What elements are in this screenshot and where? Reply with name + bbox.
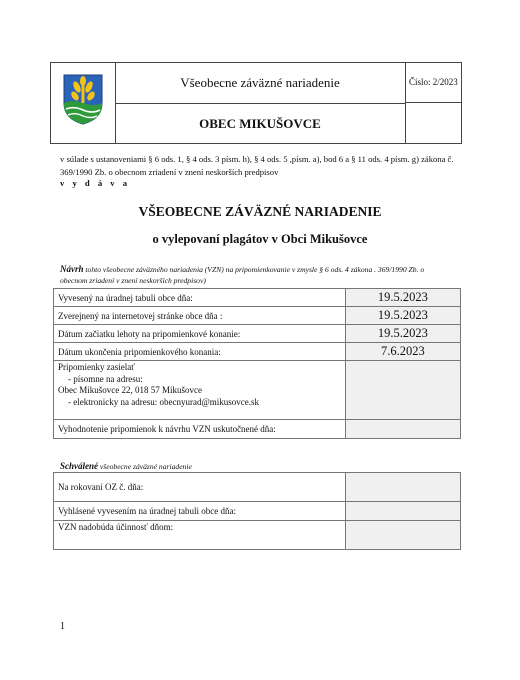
comments-row: [54, 361, 461, 420]
row-label: Zverejnený na internetovej stránke obce dňa :: [54, 307, 346, 325]
ordinance-title: Všeobecne záväzné nariadenie: [115, 63, 406, 104]
approval-table: [53, 472, 461, 550]
comments-address: Obec Mikušovce 22, 018 57 Mikušovce: [58, 385, 202, 395]
table-row: [54, 521, 461, 550]
page-number: 1: [60, 621, 65, 632]
row-value: 19.5.2023: [345, 289, 460, 307]
row-label: Vyvesený na úradnej tabuli obce dňa:: [54, 289, 346, 307]
logo-cell: [51, 63, 116, 143]
sub-heading: o vylepovaní plagátov v Obci Mikušovce: [152, 232, 368, 246]
row-value: 19.5.2023: [345, 307, 460, 325]
municipality-name: OBEC MIKUŠOVCE: [115, 104, 406, 143]
table-row: [54, 325, 461, 343]
empty-cell: [406, 104, 461, 143]
table-row: [54, 289, 461, 307]
row-label: Na rokovaní OZ č. dňa:: [54, 473, 346, 502]
approved-label: Schválené: [60, 461, 98, 471]
table-row: [54, 473, 461, 502]
table-row: [54, 343, 461, 361]
main-heading: VŠEOBECNE ZÁVÄZNÉ NARIADENIE: [138, 204, 382, 219]
intro-paragraph: v súlade s ustanoveniami § 6 ods. 1, § 4 ods. 3 písm. h), § 4 ods. 5 ,písm. a), bod 6 a § 11 ods. 4 písm. g) zákona č. 369/1990 Zb. o obecnom zriadení v znení neskorších predpisov: [60, 154, 454, 177]
approved-note: [60, 461, 192, 471]
row-label: VZN nadobúda účinnosť dňom:: [54, 521, 346, 550]
header-box: [50, 62, 462, 144]
evaluation-row: [54, 420, 461, 439]
draft-text: tohto všeobecne záväzného nariadenia (VZN) na pripomienkovanie v zmysle § 6 ods. 4 zákona . 369/1990 Zb. o obecnom zriadení v znení neskorších predpisov): [60, 265, 425, 285]
vydava-text: v y d á v a: [60, 178, 131, 188]
table-row: [54, 307, 461, 325]
evaluation-label: Vyhodnotenie pripomienok k návrhu VZN uskutočnené dňa:: [54, 420, 346, 439]
comments-cell: [54, 361, 346, 420]
row-value: [345, 502, 460, 521]
draft-note: [60, 264, 440, 286]
row-label: Vyhlásené vyvesením na úradnej tabuli obce dňa:: [54, 502, 346, 521]
row-label: Dátum ukončenia pripomienkového konania:: [54, 343, 346, 361]
row-value: [345, 521, 460, 550]
draft-table: [53, 288, 461, 439]
row-label: Dátum začiatku lehoty na pripomienkové konanie:: [54, 325, 346, 343]
comments-intro: Pripomienky zasielať: [58, 362, 136, 372]
coat-of-arms-icon: [62, 73, 104, 125]
comments-email: - elektronicky na adresu: obecnyurad@mikusovce.sk: [68, 396, 259, 407]
comments-postal: - písomne na adresu:: [68, 373, 143, 384]
row-value: [345, 473, 460, 502]
row-value: 7.6.2023: [345, 343, 460, 361]
draft-label: Návrh: [60, 264, 84, 274]
approved-text: všeobecne záväzné nariadenie: [98, 462, 192, 471]
table-row: [54, 502, 461, 521]
ordinance-number: Číslo: 2/2023: [406, 63, 461, 103]
evaluation-value-cell: [345, 420, 460, 439]
comments-value-cell: [345, 361, 460, 420]
row-value: 19.5.2023: [345, 325, 460, 343]
